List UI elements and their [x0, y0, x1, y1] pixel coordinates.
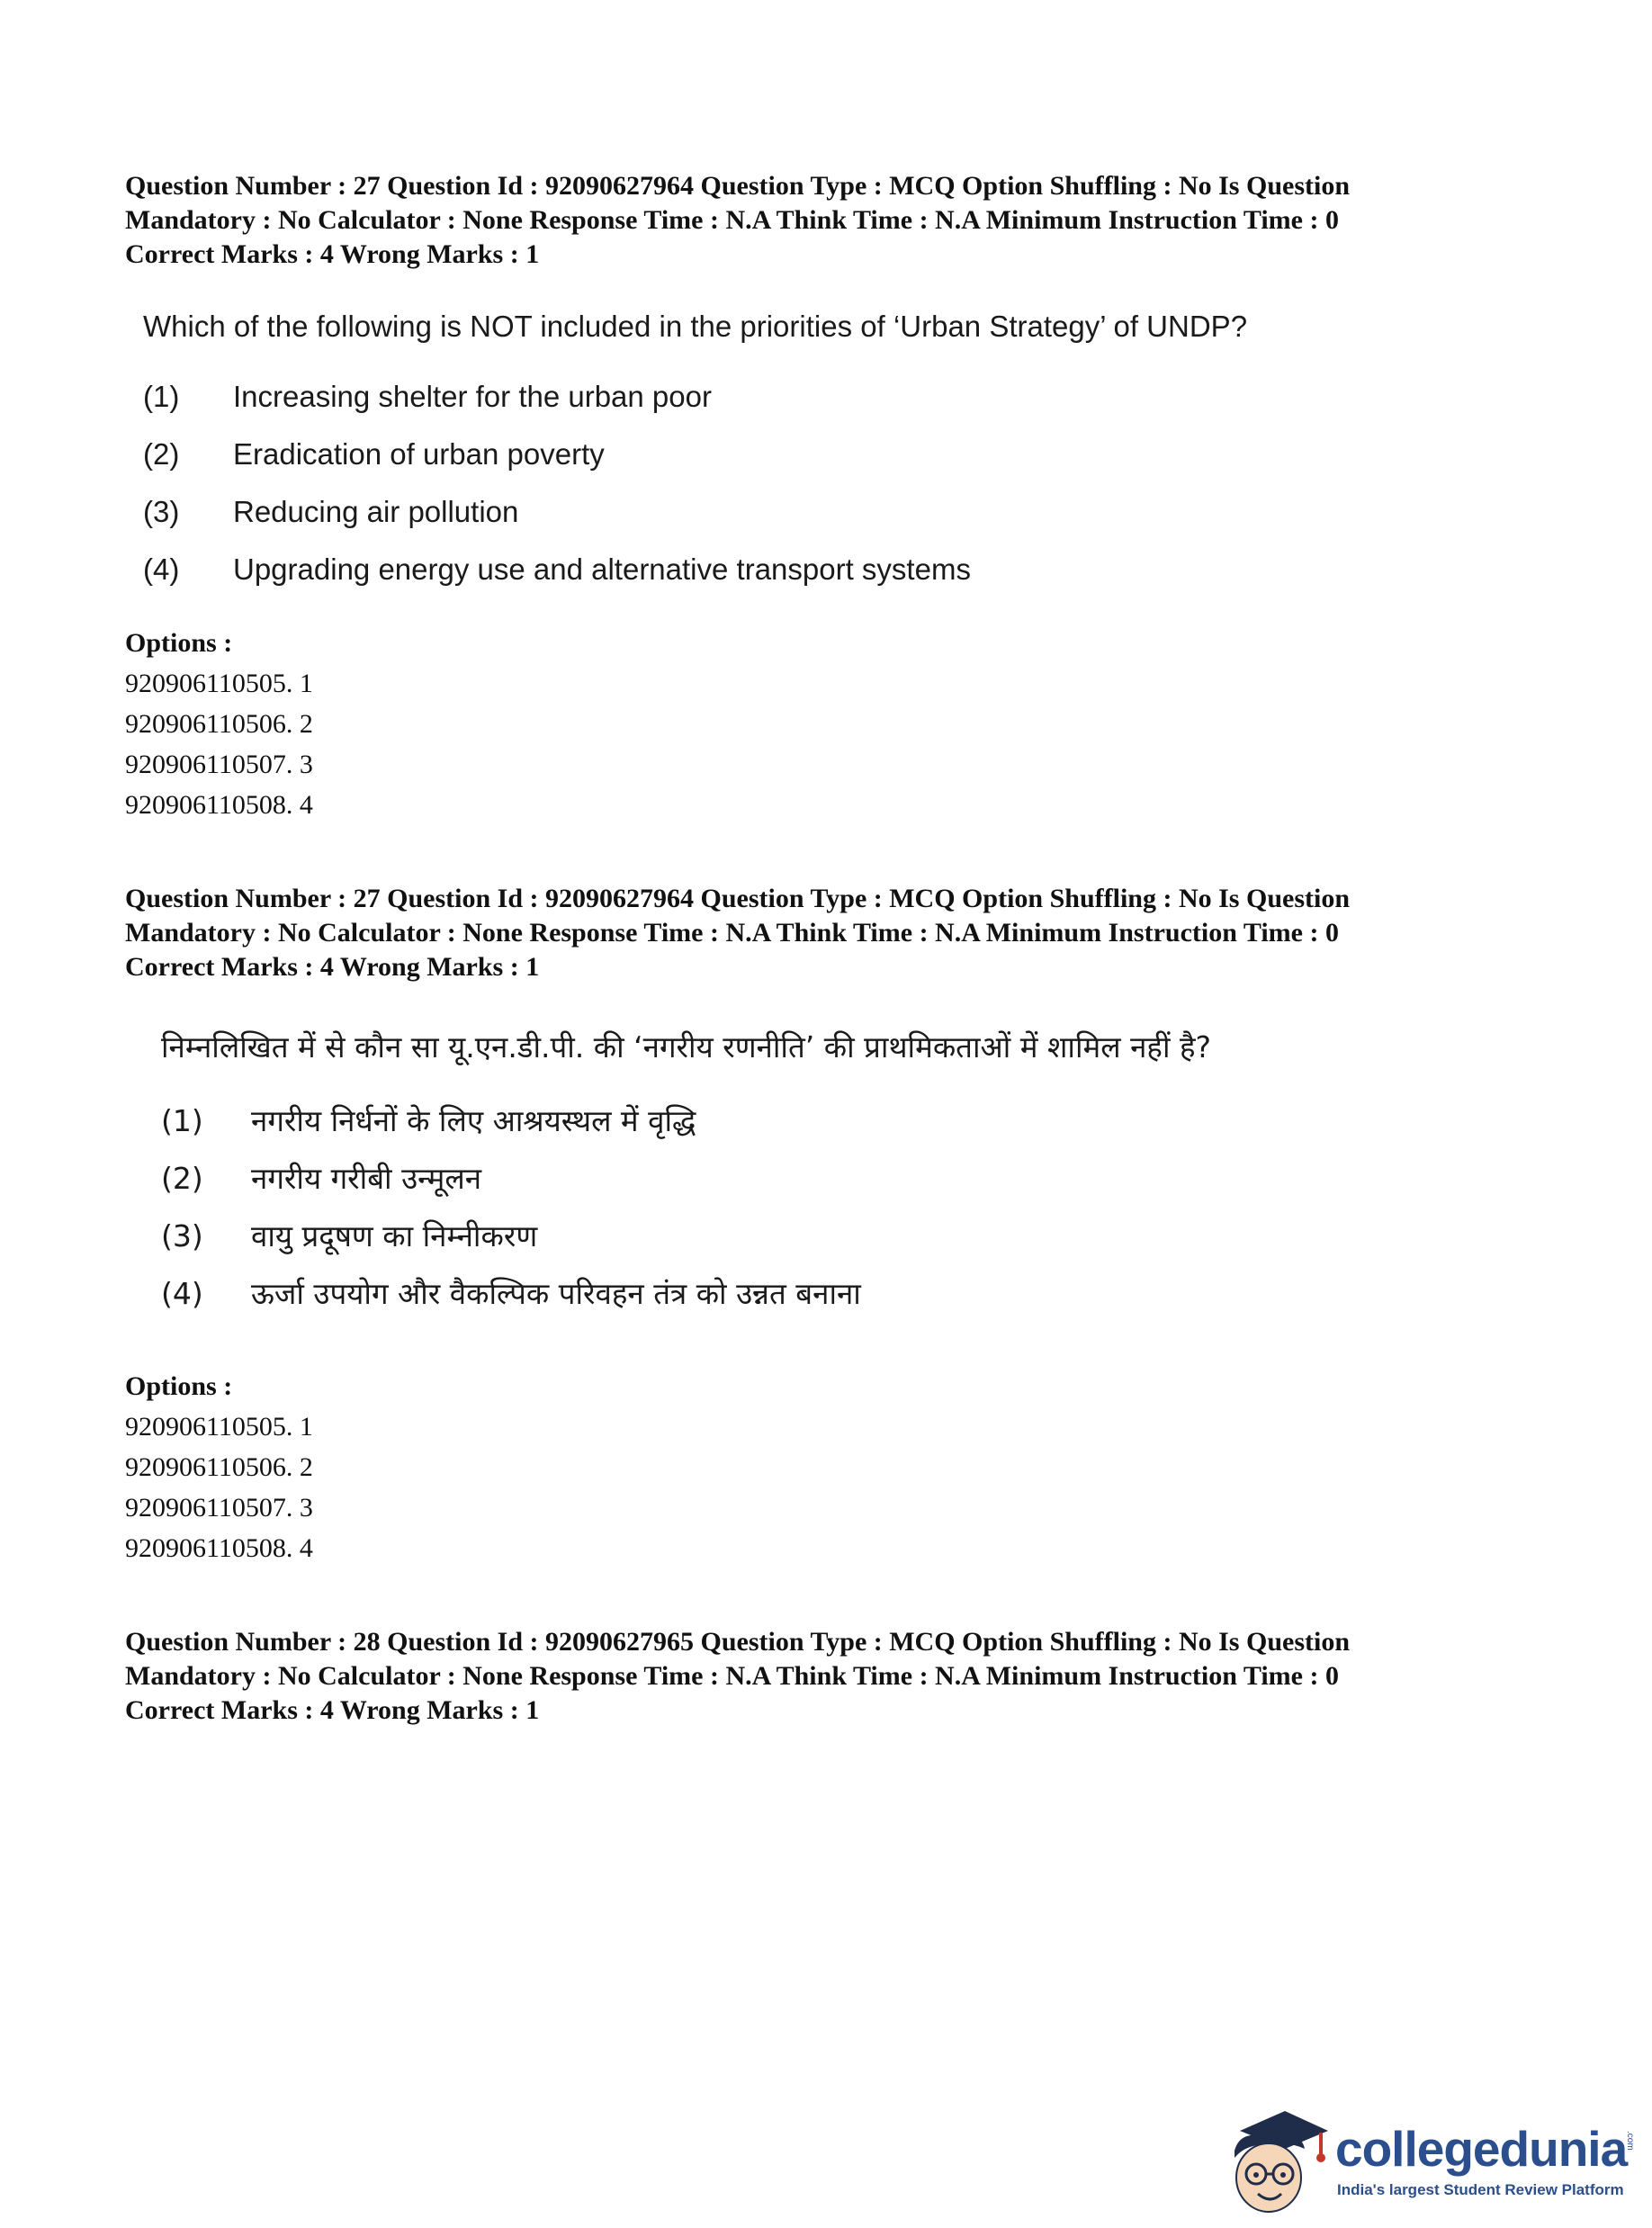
choice-item	[143, 437, 605, 472]
option-item: 920906110508. 4	[125, 1533, 313, 1563]
options-list	[125, 1366, 1565, 1568]
logo-tagline: India's largest Student Review Platform	[1337, 2181, 1624, 2198]
logo-com: .com	[1625, 2131, 1635, 2151]
option-item: 920906110506. 2	[125, 1452, 313, 1482]
choice-text: Reducing air pollution	[233, 495, 519, 528]
meta-line-3: Correct Marks : 4 Wrong Marks : 1	[125, 1695, 540, 1725]
meta-line-3: Correct Marks : 4 Wrong Marks : 1	[125, 952, 540, 982]
choice-number: (2)	[161, 1161, 203, 1196]
question-meta	[125, 882, 1565, 984]
choice-item	[161, 1100, 696, 1140]
choice-item	[143, 380, 712, 414]
meta-line-2: Mandatory : No Calculator : None Response Time : N.A Think Time : N.A Minimum Instruction Time : 0	[125, 918, 1339, 948]
meta-line-2: Mandatory : No Calculator : None Response Time : N.A Think Time : N.A Minimum Instruction Time : 0	[125, 1661, 1339, 1691]
choice-number: (3)	[161, 1218, 203, 1253]
meta-line-3: Correct Marks : 4 Wrong Marks : 1	[125, 239, 540, 269]
choice-number: (3)	[143, 495, 180, 528]
options-list	[125, 623, 1565, 825]
option-item: 920906110507. 3	[125, 750, 313, 779]
question-meta	[125, 169, 1565, 272]
choice-text: Upgrading energy use and alternative transport systems	[233, 553, 971, 586]
choice-item	[161, 1215, 537, 1255]
question-stem: निम्नलिखित में से कौन सा यू.एन.डी.पी. की ‘नगरीय रणनीति’ की प्राथमिकताओं में शामिल नहीं है?	[161, 1029, 1212, 1065]
option-item: 920906110508. 4	[125, 790, 313, 820]
choice-text: ऊर्जा उपयोग और वैकल्पिक परिवहन तंत्र को उन्नत बनाना	[251, 1276, 861, 1311]
meta-line-2: Mandatory : No Calculator : None Response Time : N.A Think Time : N.A Minimum Instruction Time : 0	[125, 205, 1339, 235]
choice-item	[143, 495, 518, 529]
options-title: Options :	[125, 1371, 233, 1401]
option-item: 920906110505. 1	[125, 1412, 313, 1442]
choice-text: नगरीय निर्धनों के लिए आश्रयस्थल में वृद्धि	[251, 1103, 696, 1138]
meta-line-1: Question Number : 27 Question Id : 92090627964 Question Type : MCQ Option Shuffling : No Is Question	[125, 171, 1351, 201]
choice-number: (4)	[161, 1276, 203, 1311]
choice-number: (1)	[161, 1103, 203, 1138]
choice-item	[143, 553, 971, 587]
meta-line-1: Question Number : 28 Question Id : 92090627965 Question Type : MCQ Option Shuffling : No Is Question	[125, 1627, 1351, 1657]
question-meta	[125, 1625, 1565, 1728]
choice-text: Increasing shelter for the urban poor	[233, 380, 712, 413]
choice-number: (2)	[143, 437, 180, 471]
logo-wordmark: collegedunia	[1335, 2121, 1628, 2177]
option-item: 920906110507. 3	[125, 1493, 313, 1523]
choice-text: Eradication of urban poverty	[233, 437, 605, 471]
collegedunia-logo	[1222, 2104, 1645, 2221]
mascot-icon	[1222, 2104, 1330, 2221]
choice-text: वायु प्रदूषण का निम्नीकरण	[251, 1218, 538, 1253]
option-item: 920906110505. 1	[125, 669, 313, 698]
option-item: 920906110506. 2	[125, 709, 313, 739]
choice-item	[161, 1272, 861, 1313]
choice-item	[161, 1157, 481, 1198]
choice-text: नगरीय गरीबी उन्मूलन	[251, 1161, 482, 1196]
choice-number: (1)	[143, 380, 180, 413]
question-stem: Which of the following is NOT included in the priorities of ‘Urban Strategy’ of UNDP?	[143, 310, 1248, 343]
choice-number: (4)	[143, 553, 180, 586]
options-title: Options :	[125, 628, 233, 658]
meta-line-1: Question Number : 27 Question Id : 92090627964 Question Type : MCQ Option Shuffling : No Is Question	[125, 884, 1351, 913]
